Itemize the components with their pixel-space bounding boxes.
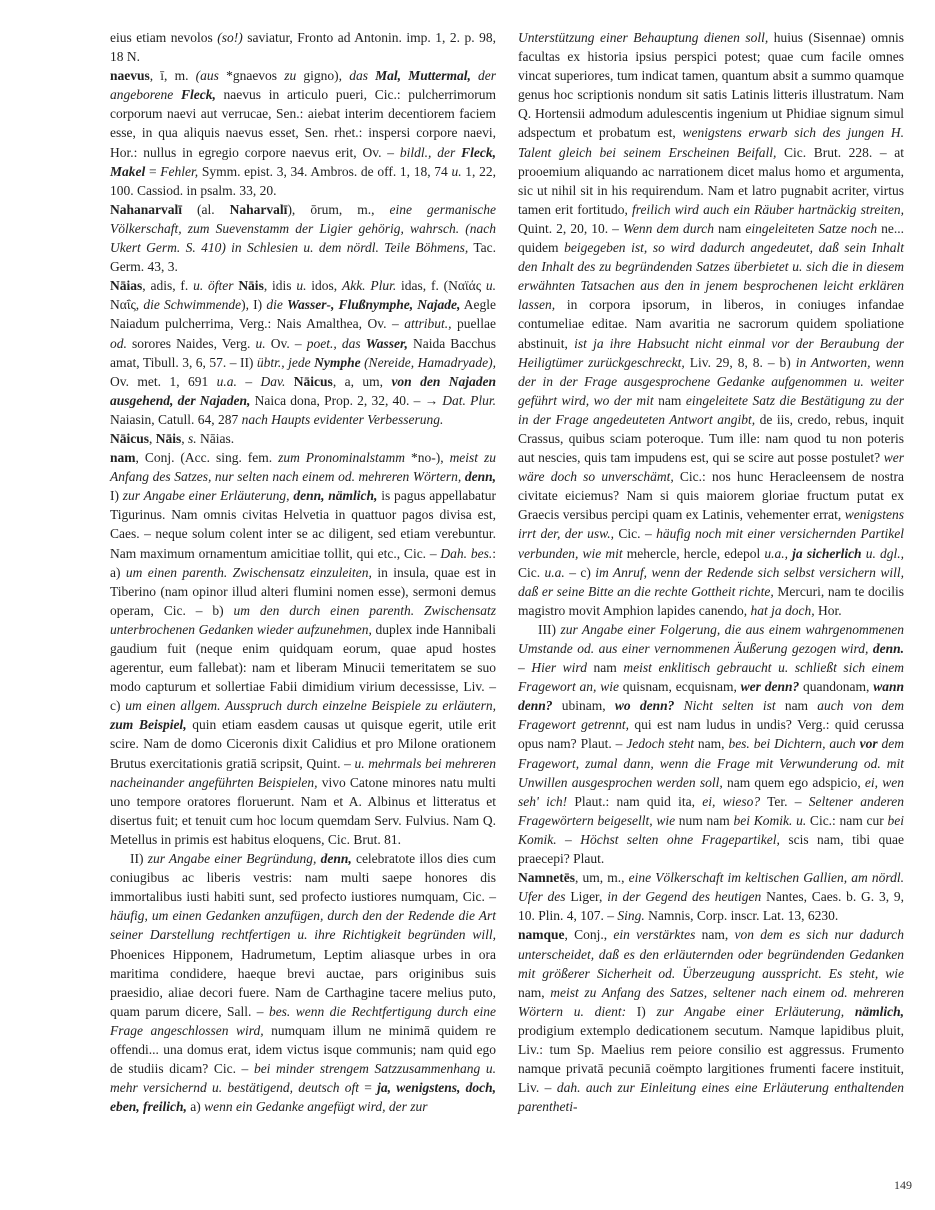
headword-text: Fleck,	[180, 87, 216, 103]
entry-text: Aegle Naiadum pulcherrima, Verg.: Nais Amalthea, Ov. –	[110, 297, 496, 332]
gloss-text: meist zu Anfang des Satzes, nur selten nach einem od. mehreren Wörtern,	[110, 450, 497, 485]
gloss-text: Dat. Plur.	[442, 392, 496, 408]
gloss-text: häufig noch mit einer versichernden Partikel verbunden, wie mit	[518, 526, 905, 561]
dictionary-entry	[110, 200, 496, 276]
gloss-text: ein verstärktes	[613, 927, 696, 943]
headword-text: von den Najaden ausgehend, der Najaden,	[110, 373, 497, 408]
entry-text: vivo Catone minores natu multi uno tempore oratores floruerunt. Nam et A. Albinus et litteratus et disertus fuit; et tenuit cum hoc locum quemdam Serv. Fulvius. Nam Q. Metellus in primis est habitus eloquens, Cic. Brut. 81.	[110, 774, 496, 847]
entry-text: nam,	[695, 927, 735, 943]
entry-text: *gnaevos	[218, 68, 285, 84]
entry-text: Quint. 2, 20, 10. –	[518, 220, 623, 236]
gloss-text: das	[349, 68, 368, 84]
gloss-text: u. öfter	[193, 278, 234, 294]
entry-text: prodigium extemplo dedicationem secutum. Namque lapidibus pluit, Liv.: tum Sp. Maelius rem peiore consilio est aggressus. Frumento namque privatā pecuniā coëmpto largitiones frumenti facere instituit, Liv. –	[518, 1022, 904, 1096]
gloss-text: od.	[110, 335, 127, 351]
entry-text: : a)	[110, 545, 496, 580]
headword-text: Nāis	[238, 278, 264, 294]
entry-text: , ī, m.	[149, 68, 196, 84]
gloss-text: u.	[485, 278, 496, 294]
headword-text: Nāicus	[110, 430, 150, 446]
gloss-text: Dah. bes.	[440, 545, 493, 561]
gloss-text: Sing.	[617, 908, 645, 924]
gloss-text: Fehler,	[160, 163, 199, 179]
gloss-text: Seltener anderen Fragewörtern beigesellt, wie	[518, 793, 904, 828]
entry-text: nam,	[518, 984, 551, 1000]
dictionary-entry	[110, 66, 496, 200]
entry-text: nam	[775, 698, 818, 714]
gloss-text: bei minder strengem Satzzusammenhang u. mehr versichernd u. bestätigend, deutsch oft	[110, 1061, 497, 1096]
gloss-text: dah. auch zur Einleitung eines eine Erläuterung enthaltenden parentheti-	[518, 1080, 904, 1115]
gloss-text: Hier wird	[531, 660, 587, 676]
entry-text: quandonam,	[799, 679, 874, 695]
entry-text: Phoenices Hipponem, Hadrumetum, Leptim aliasque urbes in ora maritima condidere, haeque brevi auctae, pars originibus suis praesidio, aliae decori fuere. Nam de Carthagine tacere melius puto, quam parum dicere, Sall. –	[110, 946, 496, 1019]
gloss-text: zur Angabe einer Folgerung, die aus einem wahrgenommenen Umstande od. aus einer vernommenen Äußerung gezogen wird,	[518, 621, 904, 656]
gloss-text: eine Völkerschaft im keltischen Gallien, am nördl. Ufer des	[518, 870, 904, 905]
gloss-text: u.a.	[216, 373, 237, 389]
gloss-text: ei, wen seh' ich!	[518, 774, 904, 809]
entry-text	[674, 698, 683, 713]
gloss-text: Wenn dem durch	[622, 220, 714, 236]
entry-text: , Conj. (Acc. sing. fem.	[135, 450, 279, 466]
entry-text: 1, 22, 100. Cassiod. in psalm. 33, 20.	[110, 163, 496, 198]
entry-text: ,	[149, 430, 156, 446]
entry-text: Nāias.	[196, 430, 235, 446]
headword-text: denn.	[872, 641, 905, 656]
entry-text: in insula, quae est in Tiberino (nam opinor illud alteri flumini nomen esse), sermoni demus operam, Cic. – b)	[110, 564, 496, 618]
gloss-text: wenigstens erwarb sich des jungen H. Talent gleich bei seinem Erscheinen Beifall,	[518, 125, 904, 160]
gloss-text: die Schwimmende	[143, 297, 242, 313]
headword-text: Nāis	[155, 430, 182, 446]
dictionary-entry	[110, 28, 496, 66]
headword-text: naevus	[110, 68, 150, 84]
entry-text: nam,	[693, 736, 729, 752]
entry-text: nam	[653, 392, 686, 408]
gloss-text: eingeleiteten Satze noch	[745, 220, 878, 236]
entry-text: eius etiam nevolos	[110, 30, 218, 45]
gloss-text: u. dgl.,	[865, 545, 905, 561]
entry-text	[844, 1004, 855, 1019]
gloss-text: zu	[284, 68, 297, 84]
entry-text: Naiasin, Catull. 64, 287	[110, 411, 242, 427]
headword-text: Namnetēs	[518, 870, 575, 886]
gloss-text: (aus	[195, 68, 219, 84]
gloss-text: meist enklitisch gebraucht u. schließt sich einem Fragewort an, wie	[518, 660, 905, 695]
gloss-text: zur Angabe einer Erläuterung,	[122, 488, 290, 504]
gloss-text: wenigstens irrt der, der usw.,	[518, 507, 904, 542]
entry-text: =	[358, 1080, 378, 1096]
left-column	[110, 28, 496, 1116]
headword-text: denn,	[320, 851, 352, 867]
entry-text: idos,	[306, 278, 342, 294]
entry-text: ), I)	[241, 297, 267, 313]
entry-text: Cic.: nam cur	[806, 812, 888, 828]
gloss-text: Höchst selten ohne Fragepartikel,	[580, 831, 780, 847]
gloss-text: von dem es sich nur dadurch unterscheidet, daß es den erläuternden oder begründenden Gedanken mit größerer Sicherheit od. Überzeugung ausspricht. Es steht, wie	[518, 927, 904, 981]
gloss-text: nach Haupts evidenter Verbesserung.	[241, 411, 444, 427]
entry-text: sorores Naides, Verg.	[126, 335, 256, 351]
entry-text: , idis	[263, 278, 297, 294]
entry-text: Hor.	[814, 602, 842, 618]
gloss-text: in Antworten, wenn der in der Frage ausgesprochene Gedanke aufgenommen u. weiter geführt wird, wo der mit	[518, 354, 904, 408]
gloss-text: in der Gegend des heutigen	[607, 889, 762, 905]
entry-text: –	[556, 831, 581, 847]
gloss-text: zur Angabe einer Erläuterung,	[656, 1003, 845, 1019]
gloss-text: u.	[255, 335, 266, 351]
entry-text: de iis, credo, rebus, inquit Crassus, quibus sciam poteroque. Tum ille: nam quod tu non poteris aut nescies, quis tam impudens est, qui se scire aut posse postulet?	[518, 411, 904, 466]
entry-text: ubinam,	[552, 698, 615, 714]
entry-text: III)	[538, 621, 561, 637]
entry-text: numquam illum ne minimā quidem re offendi... una domus erat, idem victus isque communis; nam quid ego de studiis dicam? Cic. –	[110, 1022, 496, 1077]
dictionary-entry	[518, 925, 904, 1116]
gloss-text: u.a.,	[764, 545, 789, 561]
entry-text: Naida Bacchus amat, Tibull. 3, 6, 57. – II)	[110, 335, 497, 370]
gloss-text: freilich wird auch ein Räuber hartnäckig streiten,	[632, 201, 904, 217]
entry-text: celebratote illos dies cum coniugibus ac liberis vestris: nam multi saepe honores dis immortalibus iusti habiti sunt, sed profecto iustiores numquam, Cic. –	[110, 851, 497, 905]
gloss-text: wer wäre doch so unverschämt,	[518, 450, 904, 485]
entry-text: quin etiam easdem causas ut quisque egerit, utile erit scire. Nam de domo Ciceronis dixit Calidius et pro Milone orationem Brutus exercitationis gratiā scripsit, Quint. –	[110, 717, 496, 771]
gloss-text: eine germanische Völkerschaft, zum Suevenstamm der Ligier gehörig, wahrsch. (nach Ukert Germ. S. 410) in Schlesien u. dem nördl. Teile Böhmens,	[110, 201, 496, 256]
gloss-text: Dav.	[260, 373, 286, 389]
entry-text: –	[518, 660, 532, 676]
right-column	[518, 28, 904, 1116]
entry-text: Nantes, Caes. b. G. 3, 9, 10. Plin. 4, 107. –	[518, 889, 904, 924]
entry-text: idas, f. (Ναϊάς	[396, 278, 486, 294]
gloss-text: bes. wenn die Rechtfertigung durch eine Frage angeschlossen wird,	[110, 1003, 496, 1038]
entry-text: Cic.	[518, 564, 545, 580]
entry-text: qui est nam ludus in undis? Verg.: quid cerussa opus nam? Plaut. –	[518, 717, 904, 752]
gloss-text: der angeborene	[110, 68, 497, 103]
headword-text: nam	[110, 450, 136, 466]
gloss-text: u.	[451, 163, 462, 179]
entry-text: Ov. met. 1, 691	[110, 373, 217, 389]
entry-text: scis nam, tibi quae praecepi? Plaut.	[518, 831, 904, 867]
headword-text: Fleck, Makel	[110, 144, 497, 179]
headword-text: Naharvalī	[229, 201, 288, 217]
gloss-text: auch von dem Fragewort getrennt,	[518, 698, 904, 733]
gloss-text: Nicht selten ist	[683, 698, 776, 714]
entry-text: nam	[586, 660, 624, 676]
gloss-text: poet., das	[306, 335, 361, 351]
headword-text: ja, wenigstens, doch, eben, freilich,	[110, 1080, 496, 1115]
gloss-text: Jedoch steht	[626, 736, 694, 752]
entry-text: *no-),	[405, 450, 450, 466]
entry-text: ), ōrum, m.,	[287, 201, 390, 217]
headword-text: Nahanarvalī	[110, 201, 183, 217]
entry-text: Ναΐς,	[110, 297, 144, 313]
gloss-text: (so!)	[217, 30, 243, 45]
gloss-text: zur Angabe einer Begründung,	[147, 851, 317, 867]
gloss-text: häufig, um einen Gedanken anzufügen, durch den der Redende die Art seiner Darstellung rechtfertigen u. ihre Richtigkeit begründen will,	[110, 908, 496, 943]
gloss-text: beigegeben ist, so wird dadurch angedeutet, daß sein Inhalt den Inhalt des zu begründenden Satzes überbietet u. sich die in diesem erwähnten Tatsachen aus den in jenem besprochenen leicht erklären lassen,	[518, 240, 905, 313]
entry-text: duplex inde Hannibali gaudium fuit (neque enim quidquam eorum, quae apud hostes agerentur, eum fallebat): nam et liberam Minucii temeritatem se suo modo capturum et sollertiae Fabii dimidium virium decessisse, Liv. – c)	[110, 621, 496, 714]
gloss-text: bildl., der	[399, 144, 456, 160]
entry-text: – c)	[564, 564, 596, 580]
entry-text: , Conj.,	[564, 927, 614, 943]
entry-text: , um, m.,	[575, 870, 629, 886]
entry-text: ,	[181, 430, 189, 446]
gloss-text: u. mehrmals bei mehreren nacheinander angeführten Beispielen,	[110, 755, 496, 790]
dictionary-entry	[110, 429, 496, 448]
headword-text: namque	[518, 927, 565, 943]
headword-text: denn,	[464, 469, 497, 485]
gloss-text: übtr., jede	[256, 354, 311, 370]
entry-text: Symm. epist. 3, 34. Ambros. de off. 1, 18, 74	[198, 163, 452, 179]
entry-text: gigno),	[296, 68, 350, 84]
entry-text: Naica dona, Prop. 2, 32, 40. – →	[250, 392, 443, 408]
entry-text	[285, 374, 293, 389]
dictionary-entry	[518, 868, 904, 925]
headword-text: Nāias	[110, 278, 143, 294]
entry-text: Mercuri, nam te docilis magistro movit Amphion lapides canendo,	[518, 583, 904, 618]
headword-text: vor	[859, 736, 878, 752]
gloss-text: Akk. Plur.	[341, 278, 397, 294]
headword-text: wo denn?	[614, 698, 675, 714]
entry-text: puellae	[451, 316, 497, 332]
entry-text: Ter. –	[760, 793, 809, 809]
entry-text	[471, 68, 478, 83]
entry-text: Namnis, Corp. inscr. Lat. 13, 6230.	[644, 908, 839, 924]
dictionary-entry	[110, 448, 496, 849]
headword-text: Wasser-, Flußnymphe, Najade,	[286, 297, 461, 313]
entry-text: ne... quidem	[518, 220, 905, 256]
entry-text: I)	[110, 488, 123, 504]
gloss-text: bei Komik. u.	[733, 812, 807, 828]
gloss-text: um einen allgem. Ausspruch durch einzelne Beispiele zu erläutern,	[125, 698, 496, 714]
dictionary-entry	[518, 28, 904, 620]
entry-text: in corpora ipsorum, in liberos, in coniuges infandae contumeliae editae. Nam avaritia ne sacrorum quidem spoliatione abstinuit,	[518, 297, 904, 351]
entry-text: (al.	[182, 201, 230, 217]
gloss-text: um einen parenth. Zwischensatz einzuleiten,	[125, 564, 372, 580]
headword-text: Wasser,	[365, 335, 408, 351]
headword-text: wann denn?	[518, 679, 904, 714]
gloss-text: die	[266, 297, 283, 313]
dictionary-entry	[518, 620, 904, 868]
gloss-text: eingeleitete Satz die Bestätigung zu der in der Frage angedeuteten Antwort angibt,	[518, 392, 904, 427]
entry-text: –	[236, 373, 261, 389]
page-number: 149	[894, 1178, 912, 1192]
gloss-text: hat ja doch,	[750, 602, 815, 618]
entry-text: =	[145, 163, 161, 179]
entry-text: nam quem ego adspicio,	[722, 774, 865, 790]
headword-text: zum Beispiel,	[110, 717, 187, 733]
entry-text: II)	[130, 851, 148, 867]
gloss-text: s.	[188, 430, 197, 446]
entry-text: , a, um,	[332, 373, 392, 389]
gloss-text: (Nereide, Hamadryade),	[364, 354, 496, 370]
entry-text: huius (Sisennae) omnis facultas ex historia ipsius perspici potest; quae cum facile omnes vincat superiores, tum indicat tamen, quantum absit a summo quamque genus hoc scriptionis nondum sit satis Latinis litteris illustratum. Nam Q. Hortensii admodum adulescentis ingenium ut Phidiae signum simul adspectum et probatum est,	[518, 30, 904, 141]
entry-text: , adis, f.	[142, 278, 194, 294]
gloss-text: ei, wieso?	[702, 793, 761, 809]
headword-text: Mal, Muttermal,	[375, 68, 471, 84]
headword-text: denn, nämlich,	[293, 488, 378, 504]
entry-text: Cic. –	[613, 526, 657, 542]
entry-text: Tac. Germ. 43, 3.	[110, 240, 497, 275]
gloss-text: um den durch einen parenth. Zwischensatz unterbrochenen Gedanken wieder aufzunehmen,	[110, 602, 496, 637]
headword-text: ja sicherlich	[792, 545, 862, 561]
gloss-text: u.	[296, 278, 307, 294]
gloss-text: im Anruf, wenn der Redende sich selbst versichern will, daß er seine Bitte an die rechte Gottheit richte,	[518, 564, 904, 599]
headword-text: Nāicus	[293, 373, 333, 389]
entry-text: Cic.: nos hunc Heracleensem de nostra civitate eiciemus? Nam si quis maiorem gloriae fructum putat ex Graecis versibus percipi quam ex Latinis, vehementer errat,	[518, 469, 904, 523]
entry-text: num nam	[675, 812, 734, 828]
entry-text: saviatur, Fronto ad Antonin. imp. 1, 2. p. 98, 18 N.	[110, 30, 496, 65]
gloss-text: wenn ein Gedanke angefügt wird, der zur	[204, 1099, 428, 1115]
entry-text: quisnam, ecquisnam,	[619, 679, 741, 695]
gloss-text: attribut.,	[404, 316, 452, 332]
dictionary-entry	[110, 276, 496, 429]
gloss-text: Unterstützung einer Behauptung dienen soll,	[518, 30, 769, 45]
entry-text: nam	[714, 220, 746, 236]
entry-text: is pagus appellabatur Tigurinus. Nam omnis civitas Helvetia in quattuor pagos divisa est, Caes. – neque solum colent inter se ac diligent, sed etiam verebuntur. Nam maximum ornamentum amicitiae tollit, qui etc., Cic. –	[110, 488, 496, 561]
entry-text: mehercle, hercle, edepol	[622, 545, 765, 561]
gloss-text: meist zu Anfang des Satzes, seltener nach einem od. mehreren Wörtern u. dient:	[518, 984, 904, 1019]
headword-text: wer denn?	[740, 679, 800, 695]
entry-text	[173, 87, 181, 102]
entry-text: Liger,	[565, 889, 608, 905]
headword-text: nämlich,	[854, 1003, 904, 1019]
gloss-text: bei Komik.	[518, 812, 904, 847]
gloss-text: zum Pronominalstamm	[278, 450, 406, 466]
headword-text: Nymphe	[314, 354, 361, 370]
entry-text: naevus in articulo pueri, Cic.: pulcherrimorum corporum naevi aut verrucae, Sen.: aiebat interim decentiorem faciem esse, in qua aliquis naevus esset, Sen. rhet.: inspersi corpore naevi, Hor.: nullus in egregio corpore naevus erit, Ov. –	[110, 87, 497, 160]
gloss-text: bes. bei Dichtern, auch	[728, 736, 856, 752]
gloss-text: ist ja ihre Habsucht nicht einmal vor der Beraubung der Heiligtümer zurückgeschreckt,	[518, 335, 904, 370]
entry-text: a)	[186, 1099, 205, 1115]
gloss-text: u.a.	[544, 564, 565, 580]
entry-text: Ov. –	[265, 335, 307, 351]
gloss-text: dem Fragewort, zumal dann, wenn die Frage mit Verwunderung od. mit Unwillen ausgesprochen werden soll,	[518, 736, 905, 790]
entry-text: Liv. 29, 8, 8. – b)	[684, 354, 796, 370]
dictionary-entry	[110, 849, 496, 1116]
entry-text: Plaut.: nam quid ita,	[567, 793, 703, 809]
entry-text: I)	[626, 1003, 657, 1019]
entry-text: Cic. Brut. 228. – at prooemium aliquando ac narrationem dicet malus homo et argumenta, sic ut nihil sit in his requirendum. Nam et latro pugnabit acriter, virtus tamen erit fortitudo,	[518, 144, 904, 217]
